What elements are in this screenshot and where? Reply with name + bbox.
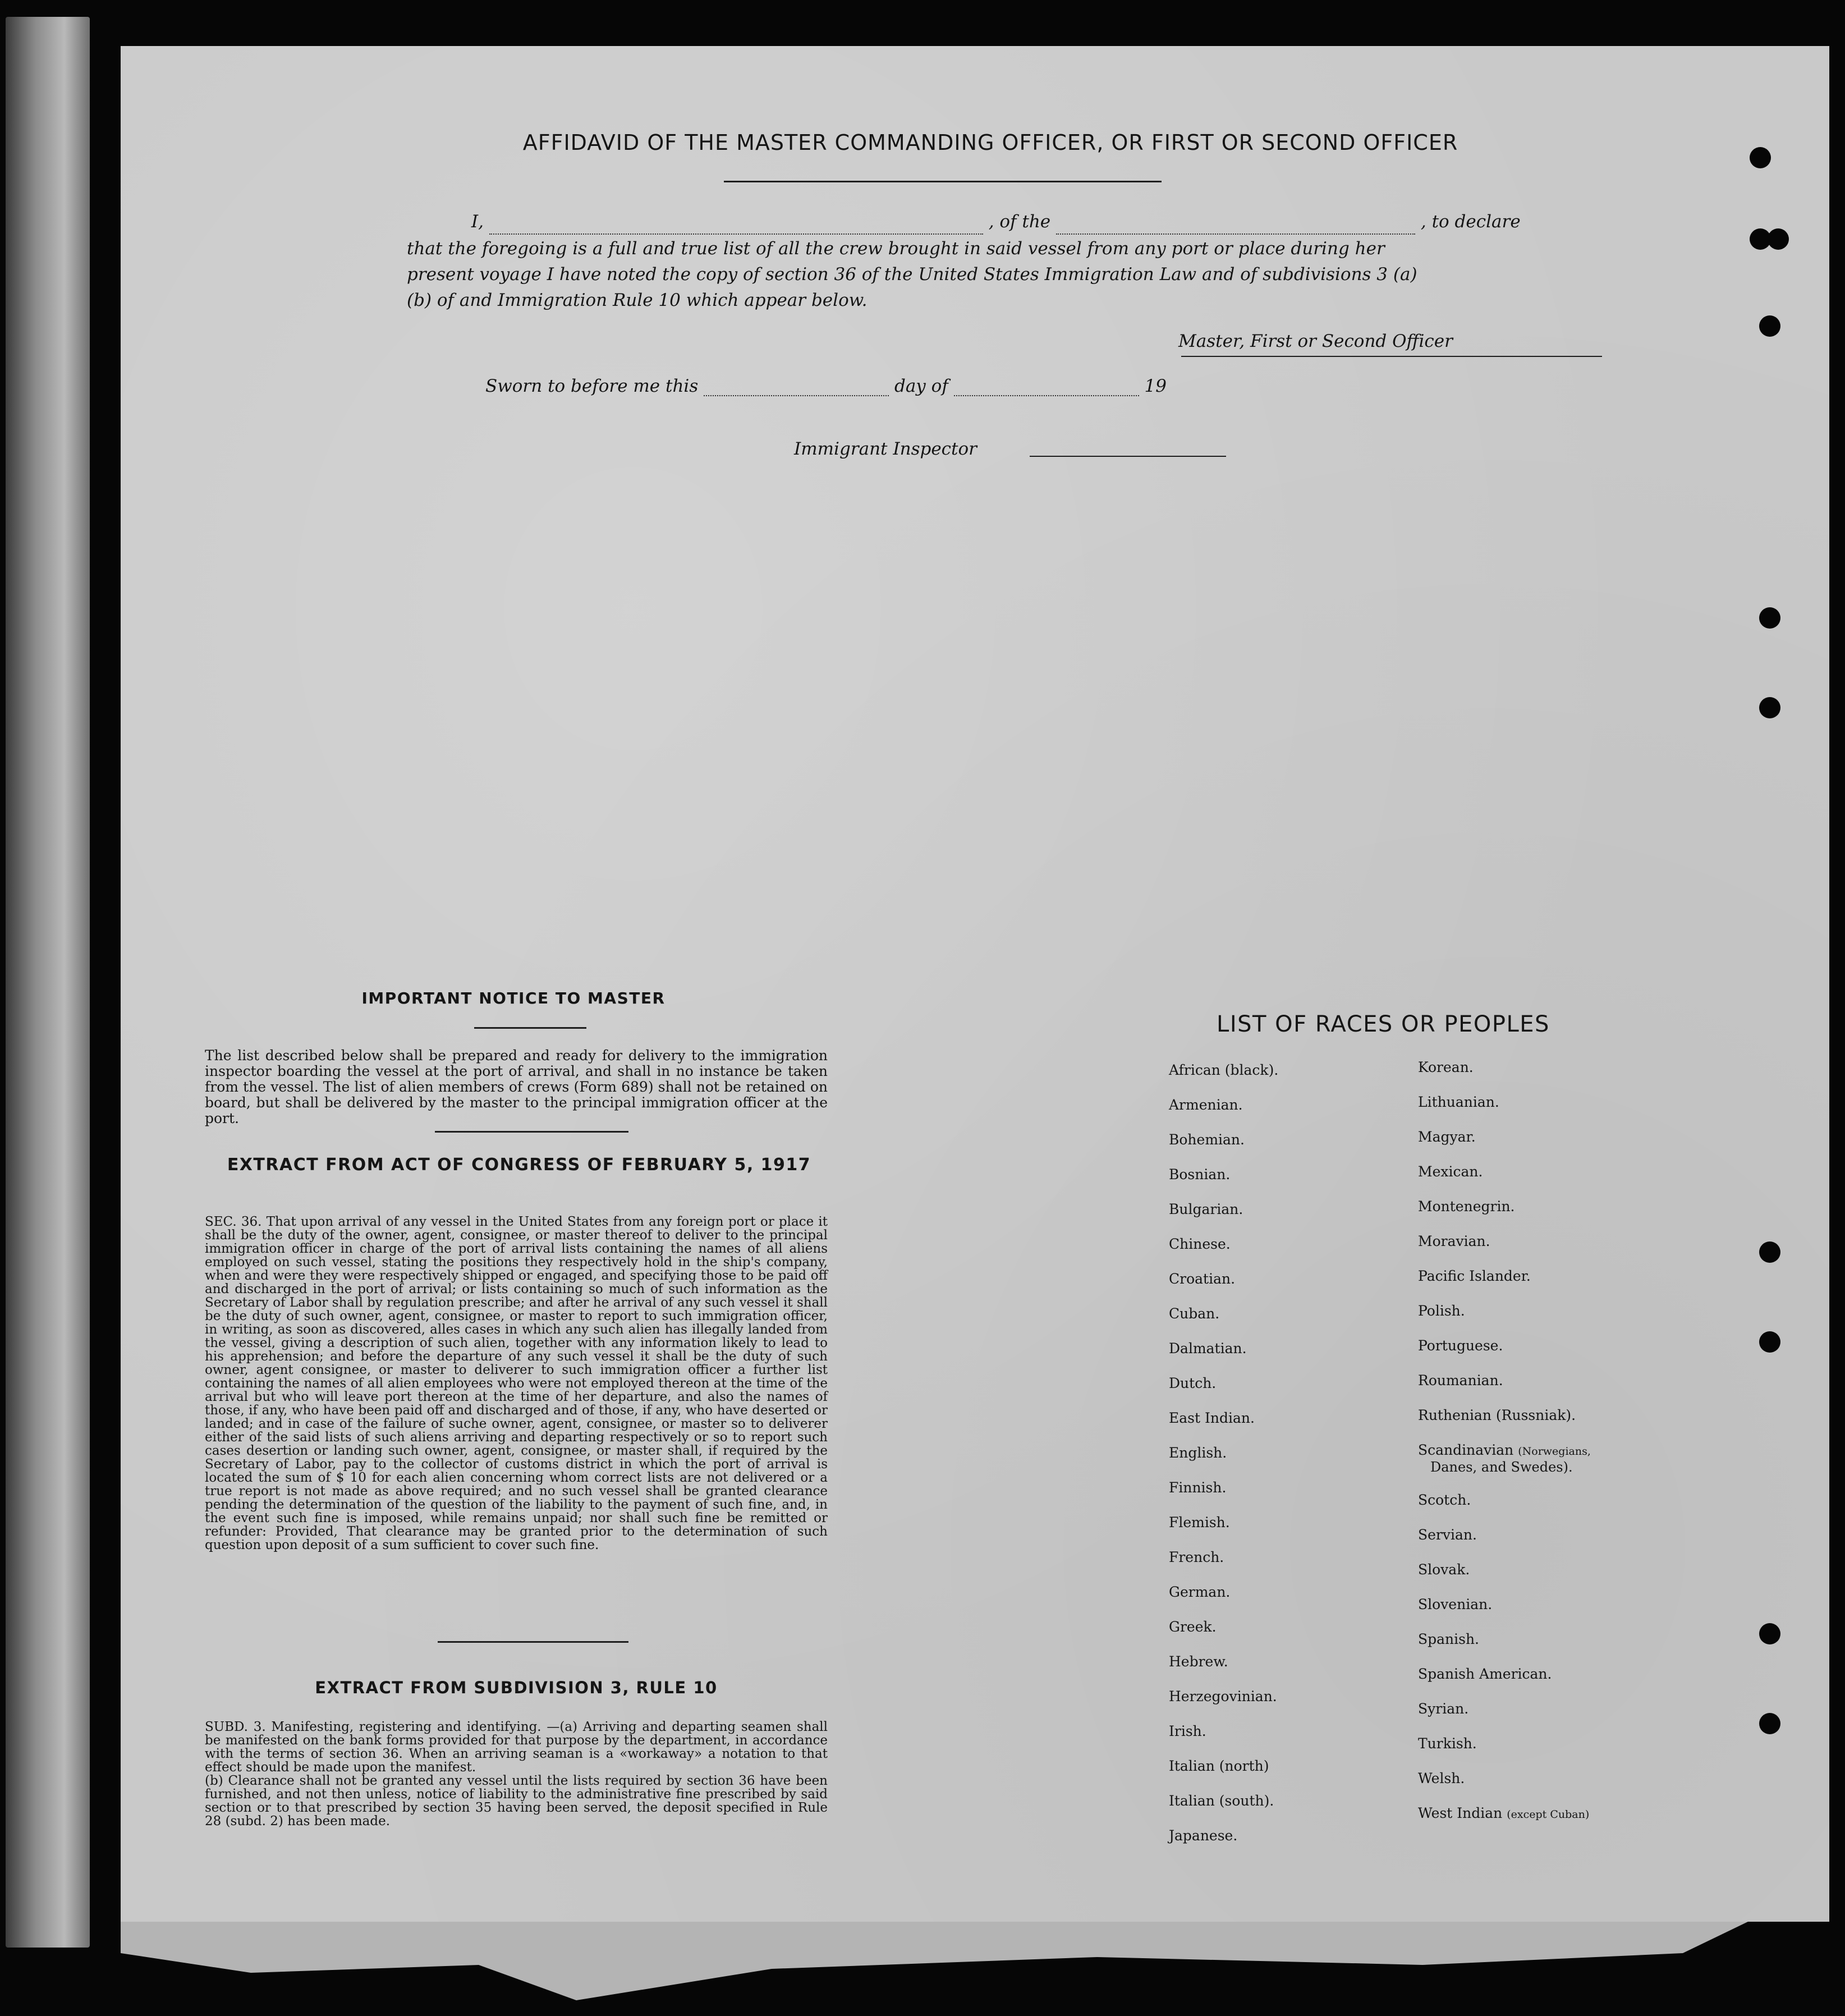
officer-name-blank[interactable] [489,217,983,235]
extract-rule-text-a: SUBD. 3. Manifesting, registering and identifying. —(a) Arriving and departing seamen shall be manifested on the bank forms provided for that purpose by the department, in accordance with the terms of section 36. When an arriving seaman is a «workaway» a notation to that effect should be made upon the manifest. [205,1720,828,1775]
race-item: German. [1169,1584,1231,1600]
race-item: Bosnian. [1169,1166,1231,1183]
race-item: East Indian. [1169,1410,1255,1426]
signature-line [1181,356,1602,357]
race-item: Slovenian. [1418,1596,1493,1612]
affidavit-of-the: , of the [988,212,1051,232]
punch-hole [1759,697,1780,718]
sworn-line [485,376,1383,396]
sworn-year: 19 [1144,376,1167,396]
race-item: Italian (south). [1169,1793,1274,1809]
punch-hole [1759,1241,1780,1263]
affidavit-line-3: present voyage I have noted the copy of section 36 of the United States Immigration Law and of subdivisions 3 (a) [407,264,1417,285]
race-item: Greek. [1169,1619,1217,1635]
race-item: Welsh. [1418,1770,1465,1786]
notice-underline [474,1027,586,1029]
race-scandinavian-note-2-line [1430,1459,1573,1476]
race-item: Syrian. [1418,1701,1469,1717]
punch-hole [1759,315,1780,337]
race-item: Magyar. [1418,1129,1476,1145]
race-item: Portuguese. [1418,1337,1503,1354]
race-item: Dutch. [1169,1375,1217,1391]
race-item: Turkish. [1418,1735,1477,1752]
race-item: Hebrew. [1169,1653,1228,1670]
punch-hole [1750,147,1771,168]
race-item: Montenegrin. [1418,1198,1515,1215]
race-item: Italian (north) [1169,1758,1269,1774]
race-item: African (black). [1169,1062,1279,1078]
extract-act-title: EXTRACT FROM ACT OF CONGRESS OF FEBRUARY 5, 1917 [227,1155,811,1175]
race-item: Cuban. [1169,1305,1220,1322]
document-page [121,46,1829,1922]
affidavit-line-1 [407,209,1619,235]
notice-text: The list described below shall be prepared and ready for delivery to the immigration inspector boarding the vessel at the port of arrival, and shall in no instance be taken from the vessel. The list of alien members of crews (Form 689) shall not be retained on board, but shall be delivered by the master to the principal immigration officer at the port. [205,1047,828,1126]
race-item: Finnish. [1169,1479,1227,1496]
race-item: English. [1169,1445,1227,1461]
affidavit-title: AFFIDAVID OF THE MASTER COMMANDING OFFICER, OR FIRST OR SECOND OFFICER [522,130,1458,155]
race-west-indian-note: (except Cuban) [1507,1808,1590,1821]
sworn-day-of: day of [894,376,948,396]
race-item: Croatian. [1169,1271,1236,1287]
extract-act-rule [438,1641,628,1643]
race-item: Servian. [1418,1527,1477,1543]
affidavit-to-declare: , to declare [1420,212,1521,232]
notice-title: IMPORTANT NOTICE TO MASTER [361,989,666,1007]
torn-page-edge [121,1922,1748,2000]
race-item: Bulgarian. [1169,1201,1243,1217]
notice-rule [435,1131,628,1133]
signature-label: Master, First or Second Officer [1178,331,1453,351]
sworn-text: Sworn to before me this [485,376,699,396]
race-scandinavian-note-1: (Norwegians, [1518,1445,1591,1458]
inspector-line [1030,456,1226,457]
race-item: French. [1169,1549,1224,1565]
extract-act-text: SEC. 36. That upon arrival of any vessel in the United States from any foreign port or place it shall be the duty of the owner, agent, consignee, or master thereof to deliver to the principal immigration officer in charge of the port of arrival lists containing the names of all aliens employed on such vessel, stating the positions they respectively hold in the ship's company, when and were they were respectively shipped or engaged, and specifying those to be paid off and discharged in the port of arrival; or lists containing so much of such information as the Secretary of Labor shall by regulation prescribe; and after he arrival of any such vessel it shall be the duty of such owner, agent, consignee, or master to report to such immigration officer, in writing, as soon as discovered, alles cases in which any such alien has illegally landed from the vessel, giving a description of such alien, together with any information likely to lead to his apprehension; and before the departure of any such vessel it shall be the duty of such owner, agent consignee, or master to deliverer to such immigration officer a further list containing the names of all alien employees who were not employed thereon at the time of the arrival but who will leave port thereon at the time of her departure, and also the names of those, if any, who have been paid off and discharged and of those, if any, who have deserted or landed; and in case of the failure of suche owner, agent, consignee, or master so to deliverer either of the said lists of such aliens arriving and departing respectively or so to report such cases desertion or landing such owner, agent, consignee, or master shall, if required by the Secretary of Labor, pay to the collector of customs district in which the port of arrival is located the sum of $ 10 for each alien concerning whom correct lists are not delivered or a true report is not made as above required; and no such vessel shall be granted clearance pending the determination of the question of the liability to the payment of such fine, and, in the event such fine is imposed, while remains unpaid; nor shall such fine be remitted or refunder: Provided, That clearance may be granted prior to the determination of such question upon deposit of a sum sufficient to cover such fine. [205,1215,828,1552]
race-item: Ruthenian (Russniak). [1418,1407,1576,1423]
affidavit-line-4: (b) of and Immigration Rule 10 which appear below. [407,290,868,310]
sworn-day-blank[interactable] [704,378,889,396]
race-item: Flemish. [1169,1514,1230,1531]
race-scandinavian-note-2: Danes, and Swedes). [1430,1459,1573,1475]
vessel-name-blank[interactable] [1056,217,1415,235]
sworn-month-blank[interactable] [954,378,1139,396]
race-item: Polish. [1418,1303,1465,1319]
affidavit-i: I, [471,212,484,232]
ledger-binding [6,17,90,1948]
race-item: Irish. [1169,1723,1206,1739]
race-item: Slovak. [1418,1561,1470,1578]
race-item: Scotch. [1418,1492,1471,1508]
race-item: Armenian. [1169,1097,1243,1113]
race-item: Pacific Islander. [1418,1268,1531,1284]
race-scandinavian: Scandinavian [1418,1442,1514,1458]
race-item: Korean. [1418,1059,1474,1075]
race-item: Roumanian. [1418,1372,1503,1389]
punch-hole [1759,1713,1780,1734]
punch-hole [1759,607,1780,629]
race-item: Dalmatian. [1169,1340,1247,1357]
race-item: Chinese. [1169,1236,1231,1252]
punch-hole [1759,1331,1780,1353]
inspector-label: Immigrant Inspector [794,439,977,459]
race-item-west-indian [1418,1805,1589,1823]
race-item: Spanish American. [1418,1666,1552,1682]
extract-rule-text-b: (b) Clearance shall not be granted any vessel until the lists required by section 36 have been furnished, and not then unless, notice of liability to the administrative fine prescribed by said section or to that prescribed by section 35 having been served, the deposit specified in Rule 28 (subd. 2) has been made. [205,1774,828,1829]
race-item-scandinavian [1418,1442,1591,1460]
race-item: Lithuanian. [1418,1094,1499,1110]
title-underline [724,181,1162,182]
extract-rule-title: EXTRACT FROM SUBDIVISION 3, RULE 10 [315,1678,718,1697]
punch-hole [1768,228,1789,250]
race-item: Spanish. [1418,1631,1480,1647]
race-item: Herzegovinian. [1169,1688,1277,1705]
punch-hole [1759,1623,1780,1644]
race-item: Bohemian. [1169,1131,1245,1148]
race-item: Japanese. [1169,1827,1238,1844]
race-west-indian: West Indian [1418,1805,1503,1821]
race-item: Mexican. [1418,1163,1483,1180]
race-item: Moravian. [1418,1233,1490,1249]
affidavit-line-2: that the foregoing is a full and true list of all the crew brought in said vessel from any port or place during her [407,239,1385,259]
races-title: LIST OF RACES OR PEOPLES [1217,1011,1550,1037]
